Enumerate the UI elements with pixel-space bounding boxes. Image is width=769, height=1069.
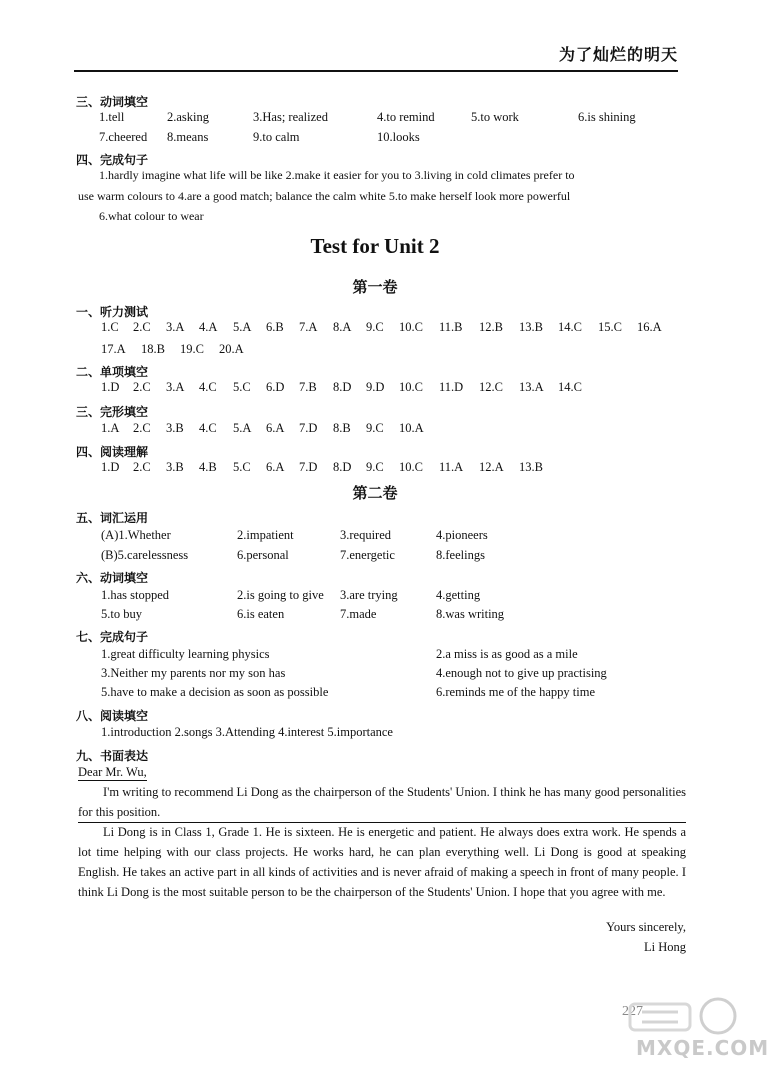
answer: 10.C <box>399 380 423 394</box>
answer: 10.C <box>399 460 423 474</box>
section-heading: 二、单项填空 <box>76 365 149 379</box>
answer: 14.C <box>558 380 582 394</box>
answer: 2.C <box>133 320 151 334</box>
answer: 2.asking <box>167 110 210 124</box>
answer: 6.D <box>266 380 285 394</box>
section-heading: 一、听力测试 <box>76 305 149 319</box>
text-line: use warm colours to 4.are a good match; balance the calm white 5.to make herself look more powerful <box>78 189 571 203</box>
answer: 3.A <box>166 380 185 394</box>
answer: 3.are trying <box>340 588 398 602</box>
answer: 8.D <box>333 380 352 394</box>
answer: 5.C <box>233 380 251 394</box>
answer: 8.A <box>333 320 352 334</box>
answer: 13.A <box>519 380 544 394</box>
answer: 2.C <box>133 460 151 474</box>
answer: 1.tell <box>99 110 125 124</box>
answer: 7.made <box>340 607 377 621</box>
part-two-title: 第二卷 <box>352 484 398 502</box>
answer: 3.required <box>340 528 392 542</box>
answer: 1.has stopped <box>101 588 170 602</box>
answer: 1.great difficulty learning physics <box>101 647 270 661</box>
letter-salutation: Dear Mr. Wu, <box>78 765 147 779</box>
letter-signature: Li Hong <box>643 940 686 954</box>
answer: 5.C <box>233 460 251 474</box>
answer: 7.B <box>299 380 317 394</box>
answer: 7.A <box>299 320 318 334</box>
answer: 4.pioneers <box>436 528 488 542</box>
page-number: 227 <box>622 1004 643 1019</box>
answer: 15.C <box>598 320 622 334</box>
answer: 10.A <box>399 421 424 435</box>
section-heading: 五、词汇运用 <box>76 511 149 525</box>
test-title: Test for Unit 2 <box>310 234 440 258</box>
section-heading: 六、动词填空 <box>76 571 149 585</box>
watermark-logo-icon <box>620 996 738 1036</box>
answer: 4.B <box>199 460 217 474</box>
answer: 3.A <box>166 320 185 334</box>
answer: 8.D <box>333 460 352 474</box>
answer: 2.a miss is as good as a mile <box>436 647 578 661</box>
answer: 11.B <box>439 320 463 334</box>
answer: 4.A <box>199 320 218 334</box>
answer: 1.A <box>101 421 120 435</box>
answer: 8.B <box>333 421 351 435</box>
answer: 3.B <box>166 460 184 474</box>
answer: 4.enough not to give up practising <box>436 666 607 680</box>
answer: 6.A <box>266 421 285 435</box>
answer: 9.C <box>366 460 384 474</box>
answer: 6.B <box>266 320 284 334</box>
section-heading: 三、动词填空 <box>76 95 149 109</box>
answer: 8.means <box>167 130 209 144</box>
letter-opening-underlined <box>78 782 686 823</box>
answer: 7.D <box>299 421 318 435</box>
section-heading: 三、完形填空 <box>76 405 149 419</box>
answer: 10.looks <box>377 130 420 144</box>
answer: 9.D <box>366 380 385 394</box>
answer: 1.C <box>101 320 119 334</box>
answer: 5.have to make a decision as soon as possible <box>101 685 329 699</box>
header-rule <box>74 70 678 72</box>
answer: 7.cheered <box>99 130 148 144</box>
body-paragraph: Li Dong is in Class 1, Grade 1. He is sixteen. He is energetic and patient. He always does extra work. He spends a lot time helping with our class projects. He works hard, he can plan everything well. Li Dong is good at speaking English. He takes an active part in all kinds of activities and is never afraid of making a speech in front of many people. I think Li Dong is the most suitable person to be the chairperson of the Students' Union. I hope that you agree with me. <box>78 825 686 899</box>
section-heading: 八、阅读填空 <box>76 709 149 723</box>
answer: 19.C <box>180 342 204 356</box>
section-heading: 七、完成句子 <box>76 630 149 644</box>
answer: 10.C <box>399 320 423 334</box>
letter-body <box>78 822 686 902</box>
answer: 2.C <box>133 421 151 435</box>
answer: 4.C <box>199 380 217 394</box>
answer: 17.A <box>101 342 126 356</box>
answer: (B)5.carelessness <box>101 548 189 562</box>
text-line: 1.introduction 2.songs 3.Attending 4.interest 5.importance <box>101 725 393 739</box>
answer: 2.is going to give <box>237 588 324 602</box>
answer: 9.to calm <box>253 130 300 144</box>
answer: 5.A <box>233 320 252 334</box>
answer: 20.A <box>219 342 244 356</box>
text-line: 6.what colour to wear <box>99 209 204 223</box>
text-line: 1.hardly imagine what life will be like 2.make it easier for you to 3.living in cold climates prefer to <box>99 168 575 182</box>
answer: 11.A <box>439 460 464 474</box>
answer: 6.reminds me of the happy time <box>436 685 595 699</box>
answer: 2.C <box>133 380 151 394</box>
answer: 8.feelings <box>436 548 485 562</box>
underlined-paragraph: I'm writing to recommend Li Dong as the chairperson of the Students' Union. I think he has many good personalities for this position. <box>78 782 686 823</box>
answer: 13.B <box>519 460 543 474</box>
answer: 6.is shining <box>578 110 636 124</box>
answer: 16.A <box>637 320 662 334</box>
answer: 12.B <box>479 320 503 334</box>
answer: 3.B <box>166 421 184 435</box>
watermark-text: MXQE.COM <box>636 1036 769 1060</box>
answer: (A)1.Whether <box>101 528 171 542</box>
answer: 9.C <box>366 421 384 435</box>
answer: 5.to buy <box>101 607 142 621</box>
letter-closing: Yours sincerely, <box>606 920 686 934</box>
answer: 9.C <box>366 320 384 334</box>
answer: 4.getting <box>436 588 481 602</box>
answer: 14.C <box>558 320 582 334</box>
answer: 6.personal <box>237 548 289 562</box>
answer: 3.Has; realized <box>253 110 328 124</box>
answer: 7.energetic <box>340 548 395 562</box>
section-heading: 四、阅读理解 <box>76 445 149 459</box>
answer: 1.D <box>101 460 120 474</box>
answer: 13.B <box>519 320 543 334</box>
page-header-title: 为了灿烂的明天 <box>558 45 678 64</box>
section-heading: 九、书面表达 <box>76 749 149 763</box>
answer: 12.A <box>479 460 504 474</box>
answer: 3.Neither my parents nor my son has <box>101 666 286 680</box>
answer: 11.D <box>439 380 464 394</box>
section-heading: 四、完成句子 <box>76 153 149 167</box>
part-one-title: 第一卷 <box>352 278 398 296</box>
answer: 4.to remind <box>377 110 435 124</box>
answer: 6.is eaten <box>237 607 285 621</box>
answer: 6.A <box>266 460 285 474</box>
answer: 1.D <box>101 380 120 394</box>
answer: 4.C <box>199 421 217 435</box>
answer: 5.to work <box>471 110 519 124</box>
answer: 18.B <box>141 342 165 356</box>
answer: 5.A <box>233 421 252 435</box>
answer: 7.D <box>299 460 318 474</box>
answer: 8.was writing <box>436 607 505 621</box>
answer: 12.C <box>479 380 503 394</box>
answer: 2.impatient <box>237 528 294 542</box>
